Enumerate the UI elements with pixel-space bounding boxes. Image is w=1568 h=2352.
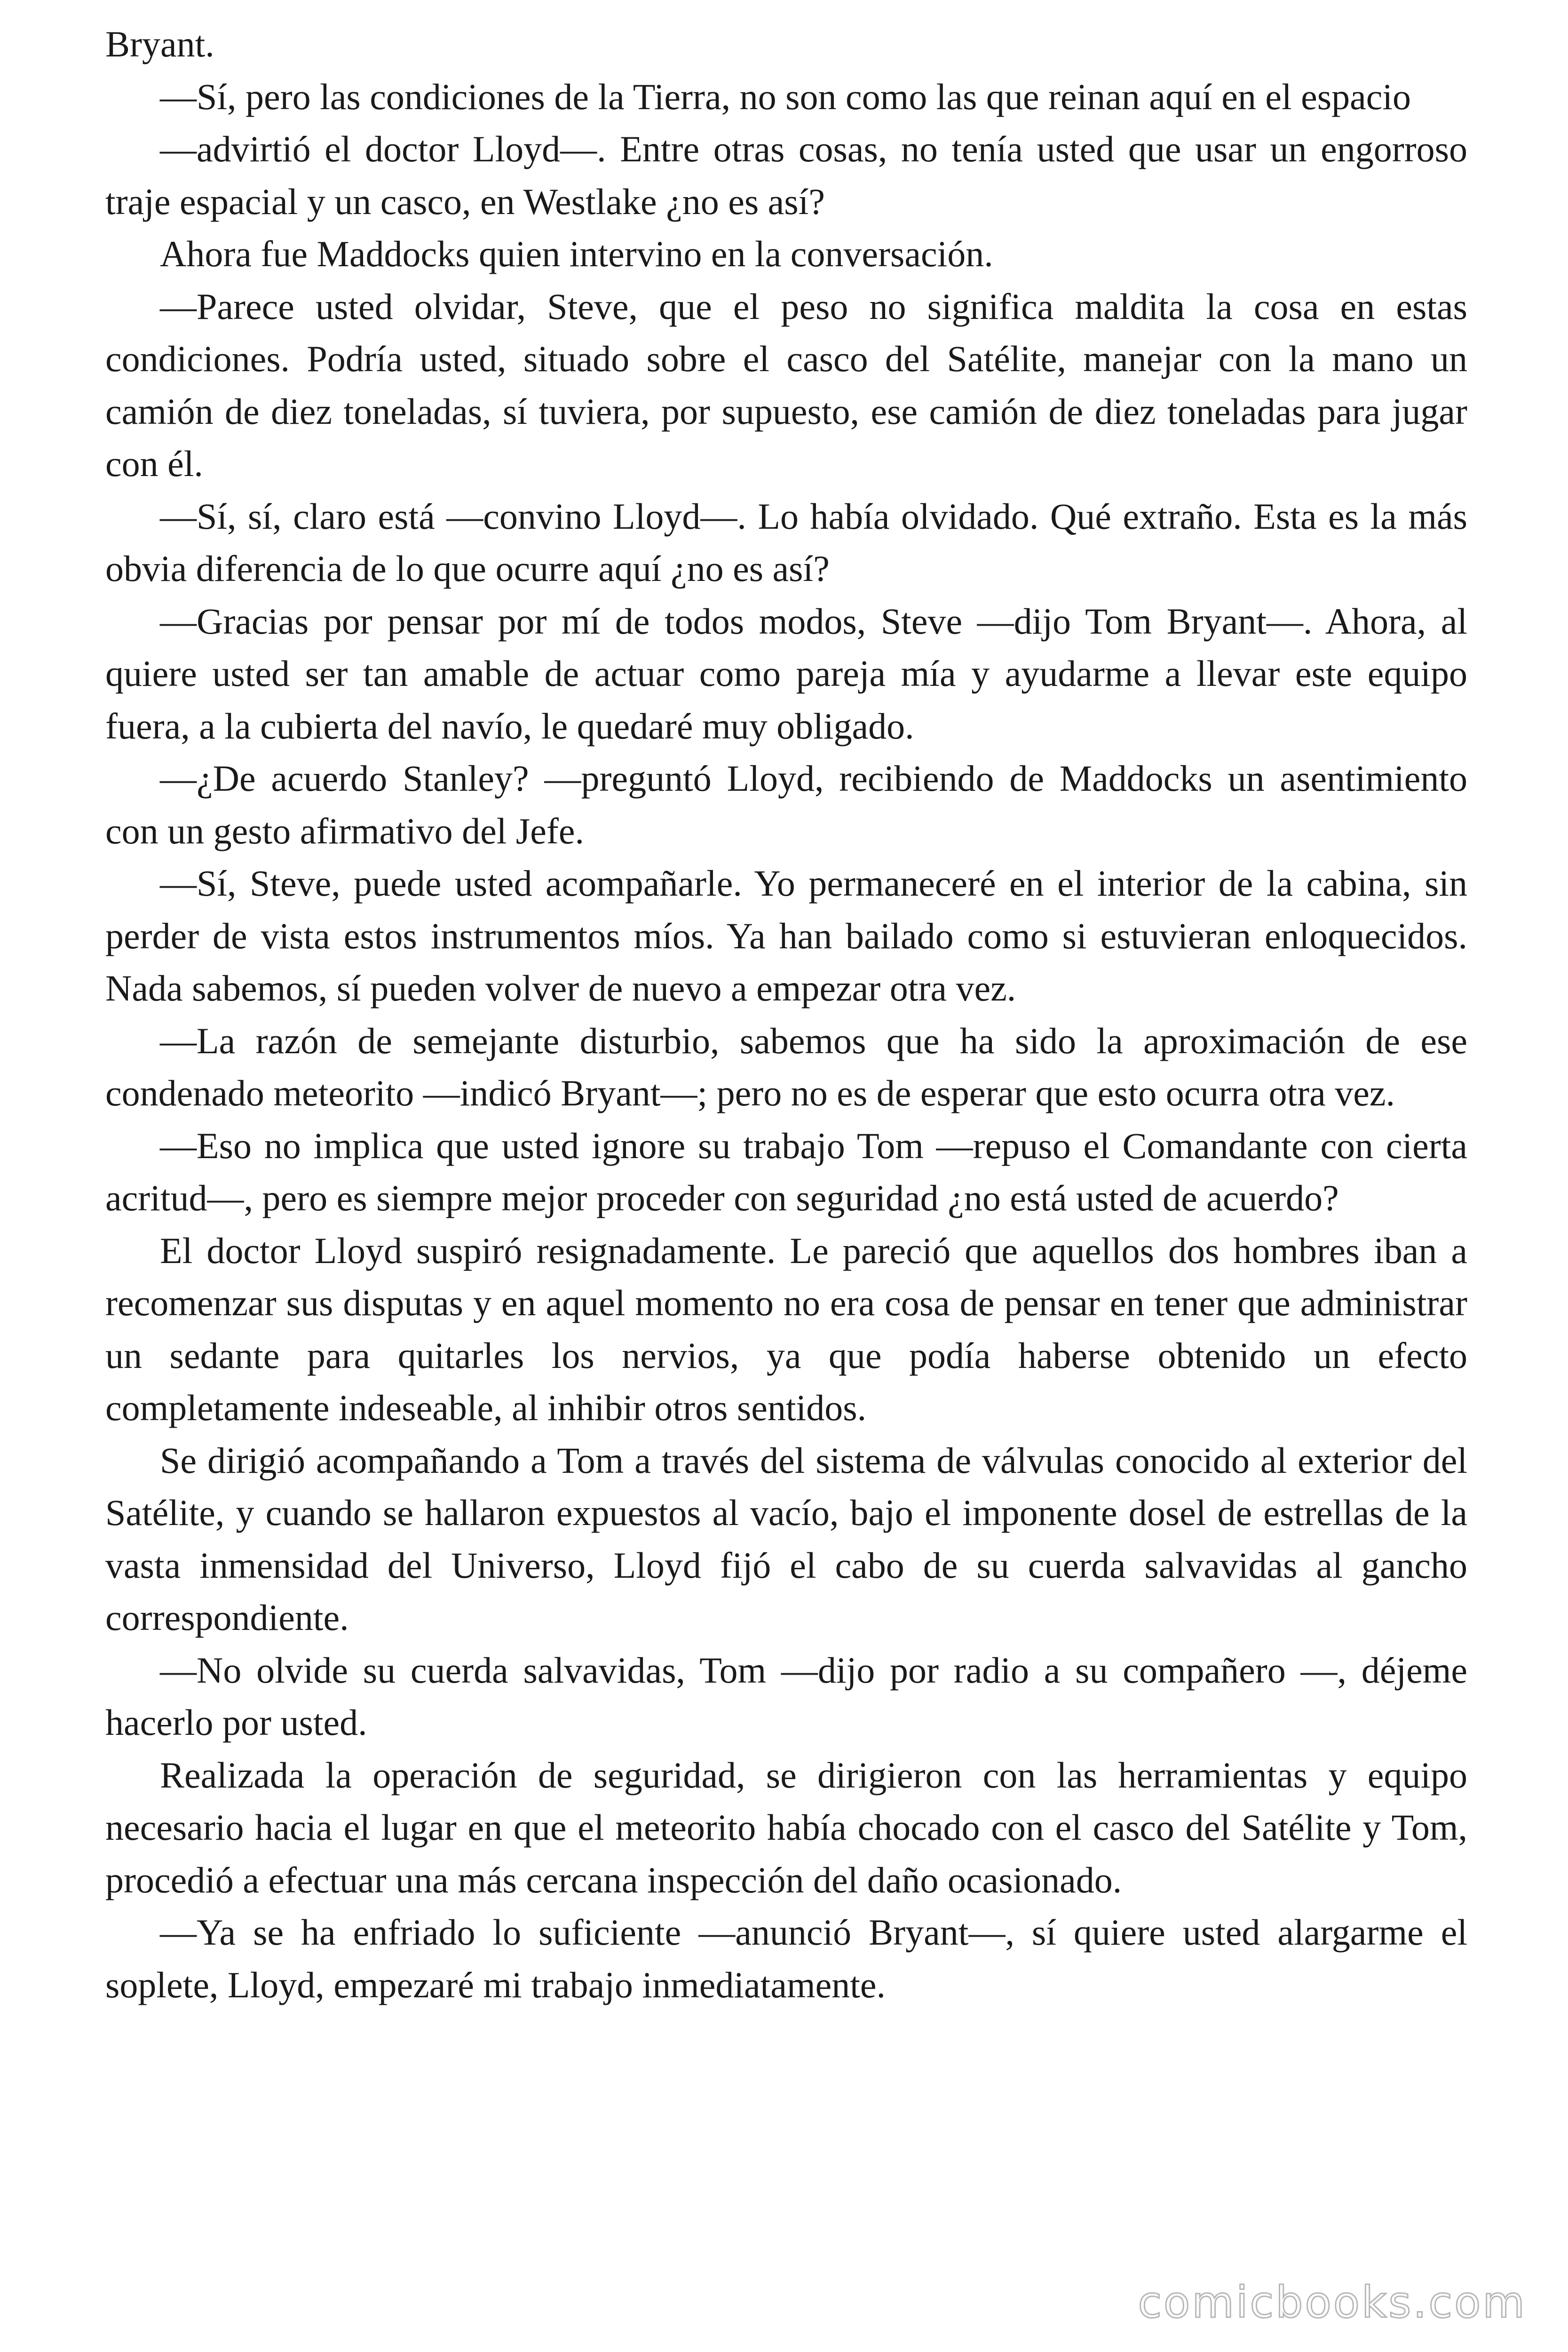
paragraph-5: —Parece usted olvidar, Steve, que el peso no significa maldita la cosa en estas condiciones. Podría usted, situado sobre el casco del Satélite, manejar con la mano un camión de diez toneladas, sí tuviera, por supuesto, ese camión de diez toneladas para jugar con él. [105, 286, 1467, 484]
paragraph-2: —Sí, pero las condiciones de la Tierra, no son como las que reinan aquí en el espacio [160, 76, 1411, 117]
paragraph-8: —¿De acuerdo Stanley? —preguntó Lloyd, recibiendo de Maddocks un asentimiento con un gesto afirmativo del Jefe. [105, 758, 1467, 851]
watermark: comicbooks.com [1138, 2277, 1527, 2328]
paragraph-14: —No olvide su cuerda salvavidas, Tom —dijo por radio a su compañero —, déjeme hacerlo por usted. [105, 1649, 1467, 1743]
paragraph-1: Bryant. [105, 24, 214, 64]
paragraph-6: —Sí, sí, claro está —convino Lloyd—. Lo había olvidado. Qué extraño. Esta es la más obvia diferencia de lo que ocurre aquí ¿no es así? [105, 495, 1467, 589]
paragraph-12: El doctor Lloyd suspiró resignadamente. Le pareció que aquellos dos hombres iban a recomenzar sus disputas y en aquel momento no era cosa de pensar en tener que administrar un sedante para quitarles los nervios, ya que podía haberse obtenido un efecto completamente indeseable, al inhibir otros sentidos. [105, 1230, 1467, 1428]
paragraph-7: —Gracias por pensar por mí de todos modos, Steve —dijo Tom Bryant—. Ahora, al quiere usted ser tan amable de actuar como pareja mía y ayudarme a llevar este equipo fuera, a la cubierta del navío, le quedaré muy obligado. [105, 600, 1467, 747]
book-page-text [105, 18, 1467, 2011]
paragraph-9: —Sí, Steve, puede usted acompañarle. Yo permaneceré en el interior de la cabina, sin perder de vista estos instrumentos míos. Ya han bailado como si estuvieran enloquecidos. Nada sabemos, sí pueden volver de nuevo a empezar otra vez. [105, 863, 1467, 1009]
paragraph-16: —Ya se ha enfriado lo suficiente —anunció Bryant—, sí quiere usted alargarme el soplete, Lloyd, empezaré mi trabajo inmediatamente. [105, 1912, 1467, 2005]
paragraph-13: Se dirigió acompañando a Tom a través del sistema de válvulas conocido al exterior del Satélite, y cuando se hallaron expuestos al vacío, bajo el imponente dosel de estrellas de la vasta inmensidad del Universo, Lloyd fijó el cabo de su cuerda salvavidas al gancho correspondiente. [105, 1439, 1467, 1638]
paragraph-3: —advirtió el doctor Lloyd—. Entre otras cosas, no tenía usted que usar un engorroso traje espacial y un casco, en Westlake ¿no es así? [105, 128, 1467, 222]
paragraph-10: —La razón de semejante disturbio, sabemos que ha sido la aproximación de ese condenado meteorito —indicó Bryant—; pero no es de esperar que esto ocurra otra vez. [105, 1020, 1467, 1113]
paragraph-4: Ahora fue Maddocks quien intervino en la conversación. [160, 233, 993, 274]
paragraph-11: —Eso no implica que usted ignore su trabajo Tom —repuso el Comandante con cierta acritud—, pero es siempre mejor proceder con seguridad ¿no está usted de acuerdo? [105, 1125, 1467, 1218]
paragraph-15: Realizada la operación de seguridad, se dirigieron con las herramientas y equipo necesario hacia el lugar en que el meteorito había chocado con el casco del Satélite y Tom, procedió a efectuar una más cercana inspección del daño ocasionado. [105, 1754, 1467, 1900]
